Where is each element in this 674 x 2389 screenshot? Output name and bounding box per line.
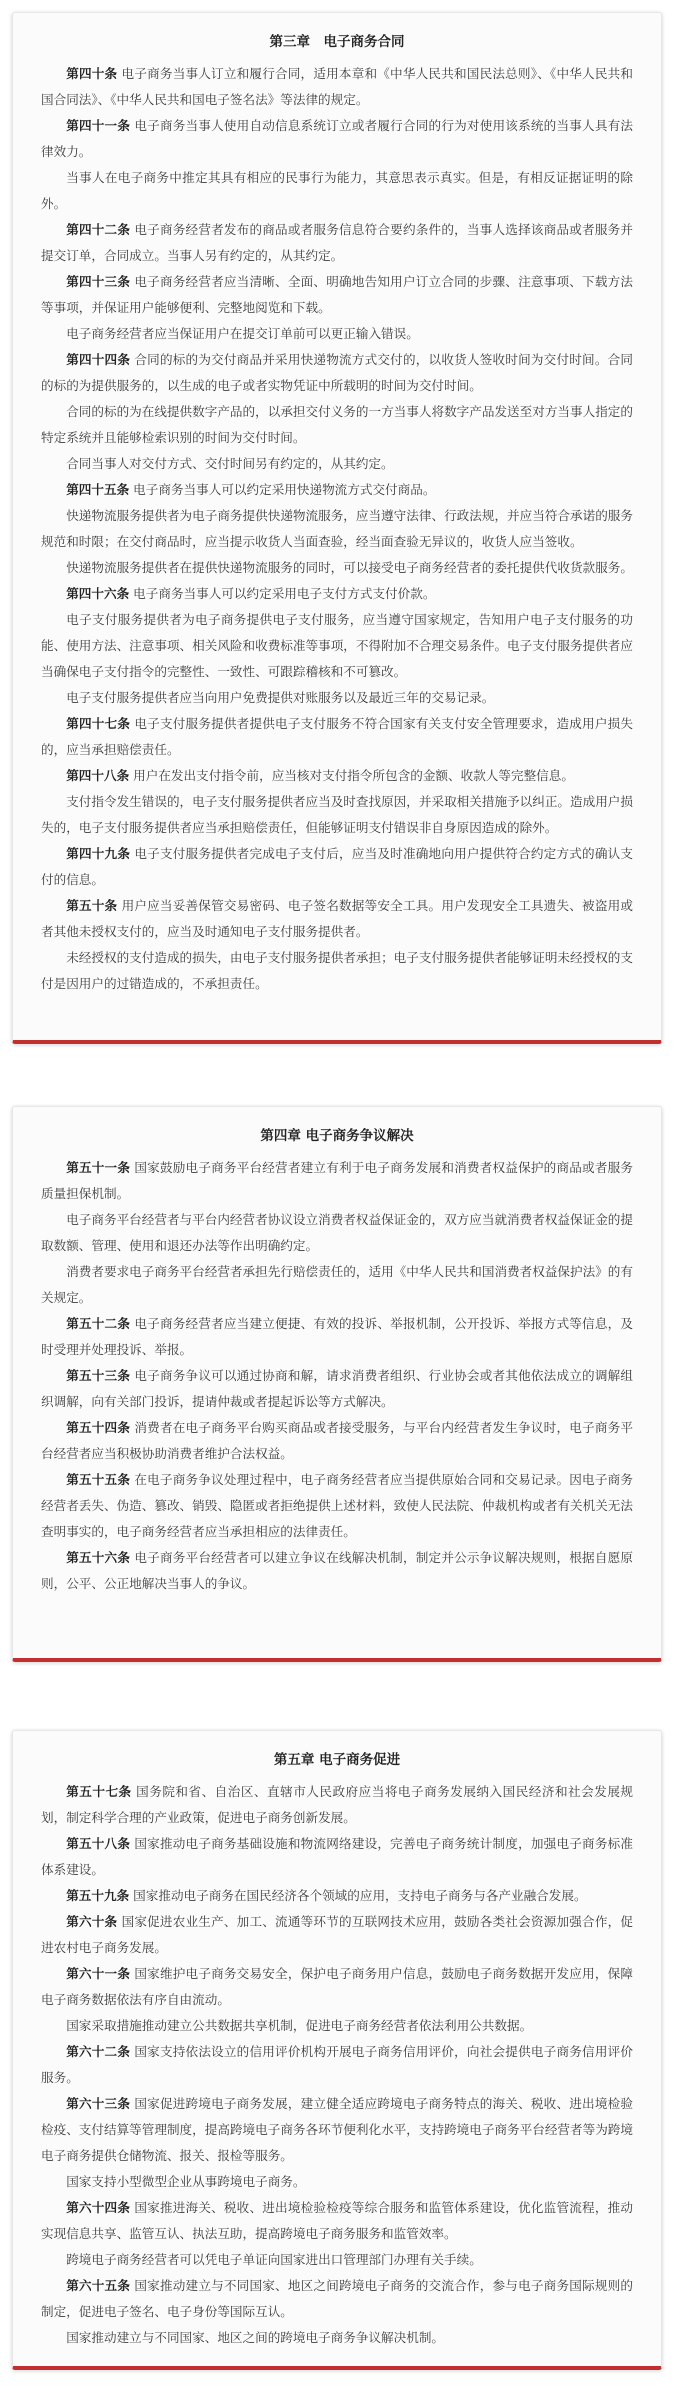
article-number: 第五十六条 (66, 1550, 131, 1565)
article-paragraph (41, 2169, 633, 2195)
article-text: 电子商务当事人可以约定采用电子支付方式支付价款。 (133, 586, 436, 601)
article-text: 电子商务争议可以通过协商和解，请求消费者组织、行业协会或者其他依法成立的调解组织调解，向有关部门投诉，提请仲裁或者提起诉讼等方式解决。 (41, 1368, 634, 1409)
article-number: 第五十八条 (66, 1836, 131, 1851)
chapter-card-disputes (12, 1106, 662, 1662)
article-paragraph (41, 763, 633, 789)
article-text: 支付指令发生错误的，电子支付服务提供者应当及时查找原因，并采取相关措施予以纠正。造成用户损失的，电子支付服务提供者应当承担赔偿责任，但能够证明支付错误非自身原因造成的除外。 (41, 794, 633, 835)
article-text: 用户在发出支付指令前，应当核对支付指令所包含的金额、收款人等完整信息。 (133, 768, 574, 783)
article-text: 国家推动建立与不同国家、地区之间跨境电子商务的交流合作，参与电子商务国际规则的制定，促进电子签名、电子身份等国际互认。 (41, 2278, 634, 2319)
article-paragraph (41, 1545, 633, 1597)
article-number: 第五十三条 (66, 1368, 131, 1383)
article-paragraph (41, 1909, 633, 1961)
article-paragraph (41, 789, 633, 841)
article-paragraph (41, 581, 633, 607)
article-number: 第四十九条 (66, 846, 131, 861)
chapter-body (41, 61, 633, 997)
article-paragraph (41, 1415, 633, 1467)
article-text: 跨境电子商务经营者可以凭电子单证向国家进出口管理部门办理有关手续。 (66, 2252, 482, 2267)
article-text: 电子商务当事人使用自动信息系统订立或者履行合同的行为对使用该系统的当事人具有法律效力。 (41, 118, 634, 159)
article-text: 用户应当妥善保管交易密码、电子签名数据等安全工具。用户发现安全工具遗失、被盗用或者其他未授权支付的，应当及时通知电子支付服务提供者。 (41, 898, 633, 939)
article-number: 第五十五条 (66, 1472, 131, 1487)
article-text: 电子商务经营者应当保证用户在提交订单前可以更正输入错误。 (66, 326, 419, 341)
article-text: 国家推动建立与不同国家、地区之间的跨境电子商务争议解决机制。 (66, 2330, 444, 2345)
article-text: 国家推动电子商务基础设施和物流网络建设，完善电子商务统计制度，加强电子商务标准体系建设。 (41, 1836, 634, 1877)
article-text: 合同的标的为交付商品并采用快递物流方式交付的，以收货人签收时间为交付时间。合同的标的为提供服务的，以生成的电子或者实物凭证中所载明的时间为交付时间。 (41, 352, 634, 393)
article-text: 快递物流服务提供者在提供快递物流服务的同时，可以接受电子商务经营者的委托提供代收货款服务。 (66, 560, 633, 575)
article-paragraph (41, 113, 633, 165)
article-paragraph (41, 1779, 633, 1831)
article-text: 国家支持依法设立的信用评价机构开展电子商务信用评价，向社会提供电子商务信用评价服务。 (41, 2044, 634, 2085)
article-text: 电子商务经营者应当清晰、全面、明确地告知用户订立合同的步骤、注意事项、下载方法等事项，并保证用户能够便利、完整地阅览和下载。 (41, 274, 634, 315)
article-paragraph (41, 841, 633, 893)
chapter-card-contracts (12, 12, 662, 1044)
article-paragraph (41, 1363, 633, 1415)
article-text: 国家推动电子商务在国民经济各个领域的应用，支持电子商务与各产业融合发展。 (133, 1888, 587, 1903)
article-text: 国家维护电子商务交易安全，保护电子商务用户信息，鼓励电子商务数据开发应用，保障电子商务数据依法有序自由流动。 (41, 1966, 634, 2007)
article-paragraph (41, 477, 633, 503)
article-text: 国家促进跨境电子商务发展，建立健全适应跨境电子商务特点的海关、税收、进出境检验检疫、支付结算等管理制度，提高跨境电子商务各环节便利化水平，支持跨境电子商务平台经营者等为跨境电子商务提供仓储物流、报关、报检等服务。 (41, 2096, 634, 2163)
article-text: 电子支付服务提供者提供电子支付服务不符合国家有关支付安全管理要求，造成用户损失的，应当承担赔偿责任。 (41, 716, 634, 757)
article-paragraph (41, 399, 633, 451)
article-number: 第五十条 (66, 898, 118, 913)
article-text: 未经授权的支付造成的损失，由电子支付服务提供者承担；电子支付服务提供者能够证明未经授权的支付是因用户的过错造成的，不承担责任。 (41, 950, 633, 991)
article-paragraph (41, 945, 633, 997)
article-paragraph (41, 2039, 633, 2091)
article-text: 当事人在电子商务中推定其具有相应的民事行为能力，其意思表示真实。但是，有相反证据证明的除外。 (41, 170, 633, 211)
article-text: 国家推进海关、税收、进出境检验检疫等综合服务和监管体系建设，优化监管流程，推动实现信息共享、监管互认、执法互助，提高跨境电子商务服务和监管效率。 (41, 2200, 634, 2241)
article-paragraph (41, 1961, 633, 2013)
article-number: 第六十四条 (66, 2200, 131, 2215)
article-number: 第四十三条 (66, 274, 131, 289)
article-number: 第四十四条 (66, 352, 131, 367)
article-text: 电子商务经营者发布的商品或者服务信息符合要约条件的，当事人选择该商品或者服务并提交订单，合同成立。当事人另有约定的，从其约定。 (41, 222, 634, 263)
article-text: 电子支付服务提供者完成电子支付后，应当及时准确地向用户提供符合约定方式的确认支付的信息。 (41, 846, 634, 887)
article-number: 第四十六条 (66, 586, 130, 601)
article-number: 第五十一条 (66, 1160, 131, 1175)
article-number: 第六十一条 (66, 1966, 131, 1981)
article-text: 合同的标的为在线提供数字产品的，以承担交付义务的一方当事人将数字产品发送至对方当事人指定的特定系统并且能够检索识别的时间为交付时间。 (41, 404, 633, 445)
article-paragraph (41, 711, 633, 763)
article-text: 电子商务经营者应当建立便捷、有效的投诉、举报机制，公开投诉、举报方式等信息，及时受理并处理投诉、举报。 (41, 1316, 634, 1357)
article-number: 第四十条 (66, 66, 118, 81)
article-paragraph (41, 165, 633, 217)
article-paragraph (41, 555, 633, 581)
article-number: 第四十一条 (66, 118, 131, 133)
article-number: 第五十二条 (66, 1316, 131, 1331)
article-text: 消费者在电子商务平台购买商品或者接受服务，与平台内经营者发生争议时，电子商务平台经营者应当积极协助消费者维护合法权益。 (41, 1420, 634, 1461)
article-text: 国家促进农业生产、加工、流通等环节的互联网技术应用，鼓励各类社会资源加强合作，促进农村电子商务发展。 (41, 1914, 633, 1955)
article-paragraph (41, 1831, 633, 1883)
article-number: 第五十四条 (66, 1420, 131, 1435)
article-number: 第五十九条 (66, 1888, 130, 1903)
article-number: 第四十五条 (66, 482, 130, 497)
article-number: 第四十七条 (66, 716, 131, 731)
article-number: 第五十七条 (66, 1784, 132, 1799)
article-paragraph (41, 2247, 633, 2273)
article-text: 电子支付服务提供者应当向用户免费提供对账服务以及最近三年的交易记录。 (66, 690, 495, 705)
article-paragraph (41, 1155, 633, 1207)
article-paragraph (41, 347, 633, 399)
article-paragraph (41, 1467, 633, 1545)
chapter-card-promotion (12, 1730, 662, 2370)
article-paragraph (41, 685, 633, 711)
article-text: 电子支付服务提供者为电子商务提供电子支付服务，应当遵守国家规定，告知用户电子支付服务的功能、使用方法、注意事项、相关风险和收费标准等事项，不得附加不合理交易条件。电子支付服务提供者应当确保电子支付指令的完整性、一致性、可跟踪稽核和不可篡改。 (41, 612, 633, 679)
chapter-title: 第四章 电子商务争议解决 (260, 1128, 414, 1144)
chapter-title: 第五章 电子商务促进 (273, 1752, 401, 1768)
article-paragraph (41, 2195, 633, 2247)
article-text: 国家采取措施推动建立公共数据共享机制，促进电子商务经营者依法利用公共数据。 (66, 2018, 533, 2033)
article-paragraph (41, 893, 633, 945)
article-text: 国家鼓励电子商务平台经营者建立有利于电子商务发展和消费者权益保护的商品或者服务质量担保机制。 (41, 1160, 634, 1201)
article-text: 国务院和省、自治区、直辖市人民政府应当将电子商务发展纳入国民经济和社会发展规划，制定科学合理的产业政策，促进电子商务创新发展。 (41, 1784, 634, 1825)
article-paragraph (41, 1259, 633, 1311)
article-text: 在电子商务争议处理过程中，电子商务经营者应当提供原始合同和交易记录。因电子商务经营者丢失、伪造、篡改、销毁、隐匿或者拒绝提供上述材料，致使人民法院、仲裁机构或者有关机关无法查明事实的，电子商务经营者应当承担相应的法律责任。 (41, 1472, 634, 1539)
article-number: 第六十三条 (66, 2096, 131, 2111)
article-paragraph (41, 451, 633, 477)
article-paragraph (41, 269, 633, 321)
article-number: 第六十二条 (66, 2044, 131, 2059)
article-paragraph (41, 2091, 633, 2169)
article-text: 快递物流服务提供者为电子商务提供快递物流服务，应当遵守法律、行政法规，并应当符合承诺的服务规范和时限；在交付商品时，应当提示收货人当面查验，经当面查验无异议的，收货人应当签收。 (41, 508, 633, 549)
article-paragraph (41, 607, 633, 685)
article-paragraph (41, 217, 633, 269)
article-paragraph (41, 2013, 633, 2039)
article-paragraph (41, 2325, 633, 2351)
article-paragraph (41, 1311, 633, 1363)
article-text: 电子商务平台经营者与平台内经营者协议设立消费者权益保证金的，双方应当就消费者权益保证金的提取数额、管理、使用和退还办法等作出明确约定。 (41, 1212, 633, 1253)
article-text: 国家支持小型微型企业从事跨境电子商务。 (66, 2174, 306, 2189)
article-paragraph (41, 1207, 633, 1259)
article-text: 消费者要求电子商务平台经营者承担先行赔偿责任的，适用《中华人民共和国消费者权益保护法》的有关规定。 (41, 1264, 633, 1305)
article-number: 第六十条 (66, 1914, 118, 1929)
article-paragraph (41, 503, 633, 555)
article-paragraph (41, 61, 633, 113)
chapter-title: 第三章 电子商务合同 (269, 34, 405, 50)
article-text: 电子商务当事人订立和履行合同，适用本章和《中华人民共和国民法总则》、《中华人民共和国合同法》、《中华人民共和国电子签名法》等法律的规定。 (41, 66, 633, 107)
article-paragraph (41, 1883, 633, 1909)
chapter-body (41, 1779, 633, 2351)
article-number: 第四十八条 (66, 768, 130, 783)
article-paragraph (41, 2273, 633, 2325)
article-number: 第六十五条 (66, 2278, 131, 2293)
article-text: 合同当事人对交付方式、交付时间另有约定的，从其约定。 (66, 456, 394, 471)
article-paragraph (41, 321, 633, 347)
article-number: 第四十二条 (66, 222, 131, 237)
article-text: 电子商务平台经营者可以建立争议在线解决机制，制定并公示争议解决规则，根据自愿原则，公平、公正地解决当事人的争议。 (41, 1550, 634, 1591)
chapter-body (41, 1155, 633, 1597)
article-text: 电子商务当事人可以约定采用快递物流方式交付商品。 (133, 482, 436, 497)
